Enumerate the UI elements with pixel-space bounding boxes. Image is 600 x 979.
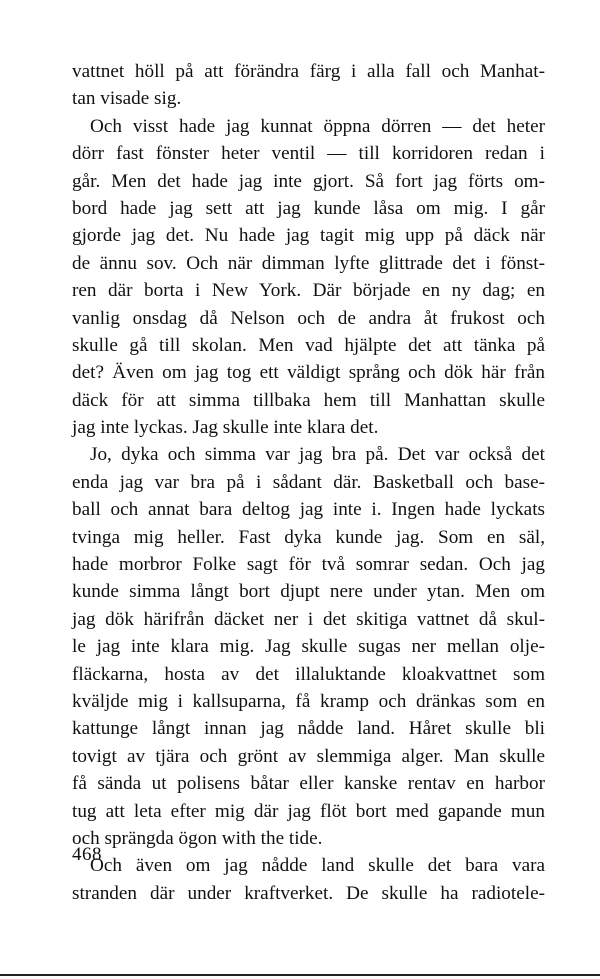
text-line: skulle gå till skolan. Men vad hjälpte det att tänka på	[72, 334, 545, 356]
text-line: kunde simma långt bort djupt nere under ytan. Men om	[72, 581, 545, 603]
text-line: jag inte lyckas. Jag skulle inte klara det.	[72, 417, 379, 439]
body-text	[72, 58, 545, 907]
text-line: jag dök härifrån däcket ner i det skitiga vattnet då skul-	[72, 608, 545, 630]
text-line: tvinga mig heller. Fast dyka kunde jag. Som en säl,	[72, 526, 545, 548]
text-line: kväljde mig i kallsuparna, få kramp och dränkas som en	[72, 690, 545, 712]
text-line: och sprängda ögon with the tide.	[72, 827, 323, 849]
text-line: de ännu sov. Och när dimman lyfte glittrade det i fönst-	[72, 252, 545, 274]
text-line: tan visade sig.	[72, 88, 182, 110]
text-line: få sända ut polisens båtar eller kanske rentav en harbor	[72, 773, 545, 795]
text-line: vanlig onsdag då Nelson och de andra åt frukost och	[72, 307, 545, 329]
text-line: Och visst hade jag kunnat öppna dörren — det heter	[90, 115, 545, 137]
text-line: ball och annat bara deltog jag inte i. Ingen hade lyckats	[72, 499, 545, 521]
text-line: Och även om jag nådde land skulle det bara vara	[90, 855, 545, 877]
text-line: dörr fast fönster heter ventil — till korridoren redan i	[72, 143, 545, 165]
text-line: fläckarna, hosta av det illaluktande kloakvattnet som	[72, 663, 545, 685]
text-line: hade morbror Folke sagt för två somrar sedan. Och jag	[72, 554, 545, 576]
text-line: kattunge långt innan jag nådde land. Håret skulle bli	[72, 718, 545, 740]
text-line: bord hade jag sett att jag kunde låsa om mig. I går	[72, 197, 545, 219]
page-number: 468	[72, 844, 102, 865]
text-line: Jo, dyka och simma var jag bra på. Det var också det	[90, 444, 545, 466]
text-line: däck för att simma tillbaka hem till Manhattan skulle	[72, 389, 545, 411]
text-line: stranden där under kraftverket. De skulle ha radiotele-	[72, 882, 545, 904]
text-line: det? Även om jag tog ett väldigt språng och dök här från	[72, 362, 545, 384]
text-line: tug att leta efter mig där jag flöt bort med gapande mun	[72, 800, 545, 822]
text-line: tovigt av tjära och grönt av slemmiga alger. Man skulle	[72, 745, 545, 767]
text-line: enda jag var bra på i sådant där. Basketball och base-	[72, 471, 545, 493]
text-line: gjorde jag det. Nu hade jag tagit mig upp på däck när	[72, 225, 545, 247]
text-line: ren där borta i New York. Där började en ny dag; en	[72, 280, 545, 302]
text-line: le jag inte klara mig. Jag skulle sugas ner mellan olje-	[72, 636, 545, 658]
text-line: går. Men det hade jag inte gjort. Så fort jag förts om-	[72, 170, 545, 192]
scan-edge-line	[0, 974, 600, 976]
text-line: vattnet höll på att förändra färg i alla fall och Manhat-	[72, 61, 545, 82]
